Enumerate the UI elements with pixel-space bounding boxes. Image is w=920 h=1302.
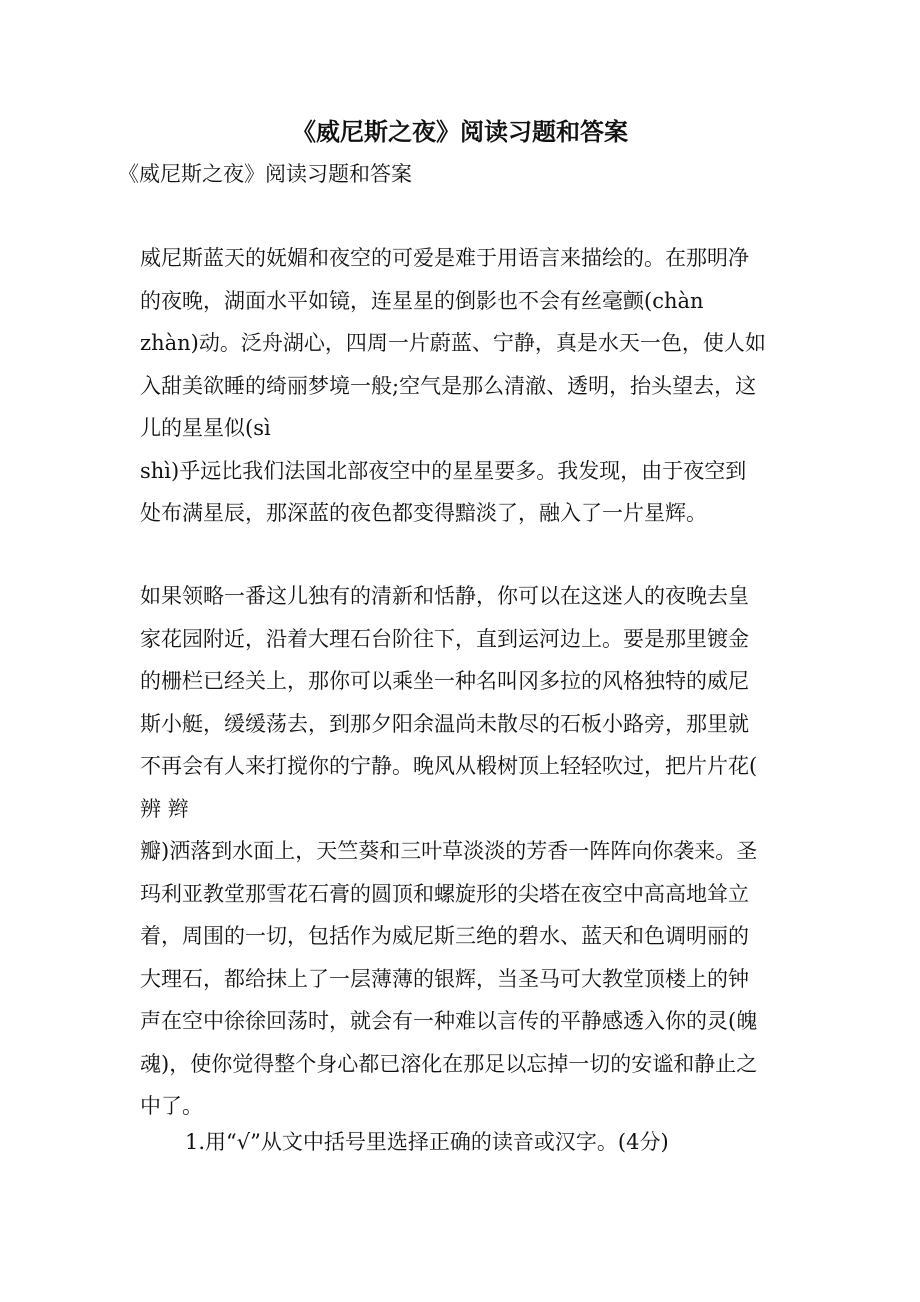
text-line: 辨 辫 [140, 796, 189, 821]
text-line: 威尼斯蓝天的妩媚和夜空的可爱是难于用语言来描绘的。在那明净 [140, 246, 749, 270]
question-text: 1.用“√”从文中括号里选择正确的读音或汉字。(4分) [185, 1130, 669, 1154]
text-line: 儿的星星似(sì [140, 416, 271, 440]
text-line: 家花园附近，沿着大理石台阶往下，直到运河边上。要是那里镀金 [140, 626, 749, 651]
text-line: 如果领略一番这儿独有的清新和恬静，你可以在这迷人的夜晚去皇 [140, 584, 749, 608]
text-line: 着，周围的一切，包括作为威尼斯三绝的碧水、蓝天和色调明丽的 [140, 924, 749, 948]
question-1 [185, 1121, 845, 1164]
text-line: 大理石，都给抹上了一层薄薄的银辉，当圣马可大教堂顶楼上的钟 [140, 966, 749, 991]
paragraph-2 [140, 575, 800, 1128]
text-line: 中了。 [140, 1094, 203, 1118]
text-line: 魂)，使你觉得整个身心都已溶化在那足以忘掉一切的安谧和静止之 [140, 1051, 758, 1076]
text-line: 入甜美欲睡的绮丽梦境一般;空气是那么清澈、透明，抬头望去，这 [140, 373, 757, 398]
text-line: shì)乎远比我们法国北部夜空中的星星要多。我发现，由于夜空到 [140, 458, 747, 483]
text-line: 处布满星辰，那深蓝的夜色都变得黯淡了，融入了一片星辉。 [140, 501, 707, 525]
text-line: 的夜晚，湖面水平如镜，连星星的倒影也不会有丝毫颤(chàn [140, 288, 704, 313]
text-line: 的栅栏已经关上，那你可以乘坐一种名叫冈多拉的风格独特的威尼 [140, 669, 749, 693]
text-line: 斯小艇，缓缓荡去，到那夕阳余温尚未散尽的石板小路旁，那里就 [140, 711, 749, 736]
document-subtitle: 《威尼斯之夜》阅读习题和答案 [118, 162, 412, 186]
document-title: 《威尼斯之夜》阅读习题和答案 [292, 117, 628, 146]
text-line: 玛利亚教堂那雪花石膏的圆顶和螺旋形的尖塔在夜空中高高地耸立 [140, 881, 749, 906]
text-line: 声在空中徐徐回荡时，就会有一种难以言传的平静感透入你的灵(魄 [140, 1009, 758, 1033]
text-line: zhàn)动。泛舟湖心，四周一片蔚蓝、宁静，真是水天一色，使人如 [140, 331, 766, 355]
text-line: 瓣)洒落到水面上，天竺葵和三叶草淡淡的芳香一阵阵向你袭来。圣 [140, 839, 758, 863]
text-line: 不再会有人来打搅你的宁静。晚风从椴树顶上轻轻吹过，把片片花( [140, 754, 758, 778]
paragraph-1 [140, 237, 800, 535]
